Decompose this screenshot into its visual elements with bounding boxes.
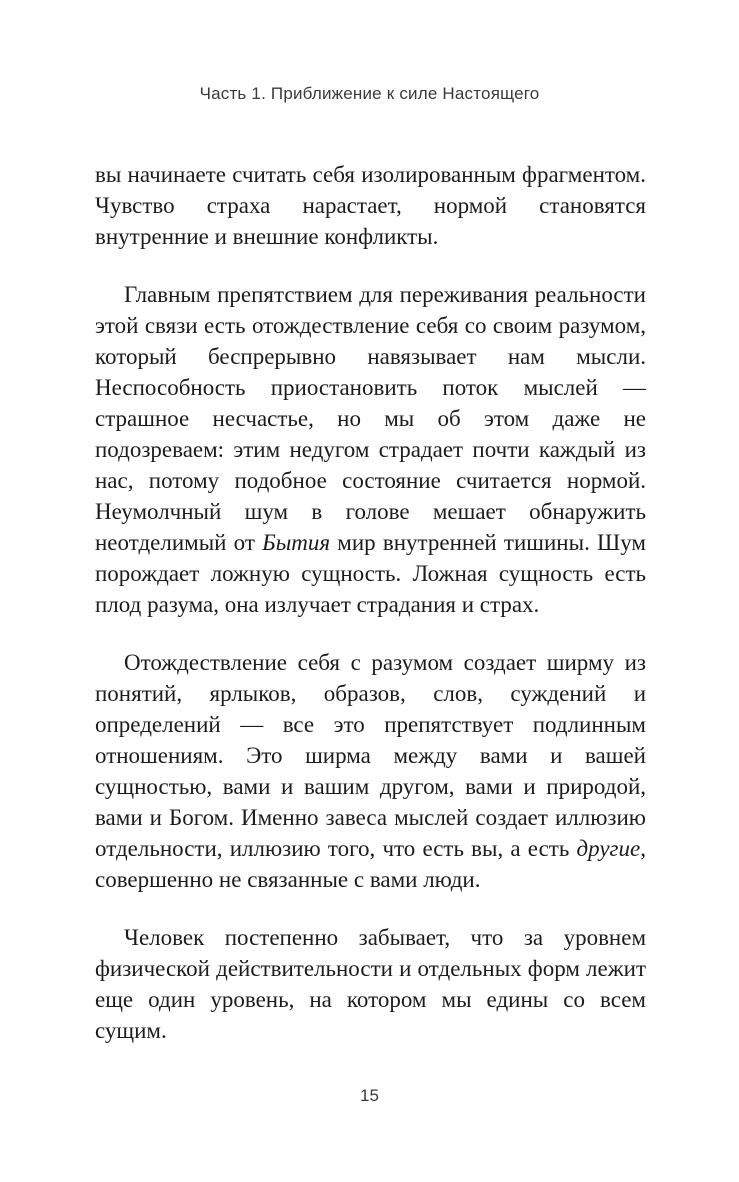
- paragraph: [95, 922, 646, 1046]
- page-number: 15: [360, 1086, 379, 1105]
- running-header: Часть 1. Приближение к силе Настоящего: [199, 84, 540, 103]
- text-segment: мир внутренней тишины. Шум порождает ложную сущность. Ложная сущность есть плод разума, она излучает страдания и страх.: [95, 530, 646, 617]
- text-segment: Человек постепенно забывает, что за уровнем физической действительности и отдельных форм лежит еще один уровень, на котором мы едины со всем сущим.: [95, 925, 646, 1043]
- text-segment: вы начинаете считать себя изолированным фрагментом. Чувство страха нарастает, нормой становятся внутренние и внешние конфликты.: [95, 162, 646, 249]
- paragraph: [95, 279, 646, 620]
- page-body: [95, 159, 646, 1073]
- text-segment: Главным препятствием для переживания реальности этой связи есть отождествление себя со своим разумом, который беспрерывно навязывает нам мысли. Неспособность приостановить поток мыслей — страшное несчастье, но мы об этом даже не подозреваем: этим недугом страдает почти каждый из нас, потому подобное состояние считается нормой. Неумолчный шум в голове мешает обнаружить неотделимый от: [95, 282, 646, 555]
- text-segment: , совершенно не связанные с вами люди.: [95, 836, 646, 892]
- italic-text-segment: Бытия: [262, 530, 331, 555]
- paragraph: [95, 647, 646, 895]
- text-segment: Отождествление себя с разумом создает ширму из понятий, ярлыков, образов, слов, суждений и определений — все это препятствует подлинным отношениям. Это ширма между вами и вашей сущностью, вами и вашим другом, вами и природой, вами и Богом. Именно завеса мыслей создает иллюзию отдельности, иллюзию того, что есть вы, а есть: [95, 650, 646, 861]
- italic-text-segment: другие: [576, 836, 641, 861]
- paragraph: [95, 159, 646, 252]
